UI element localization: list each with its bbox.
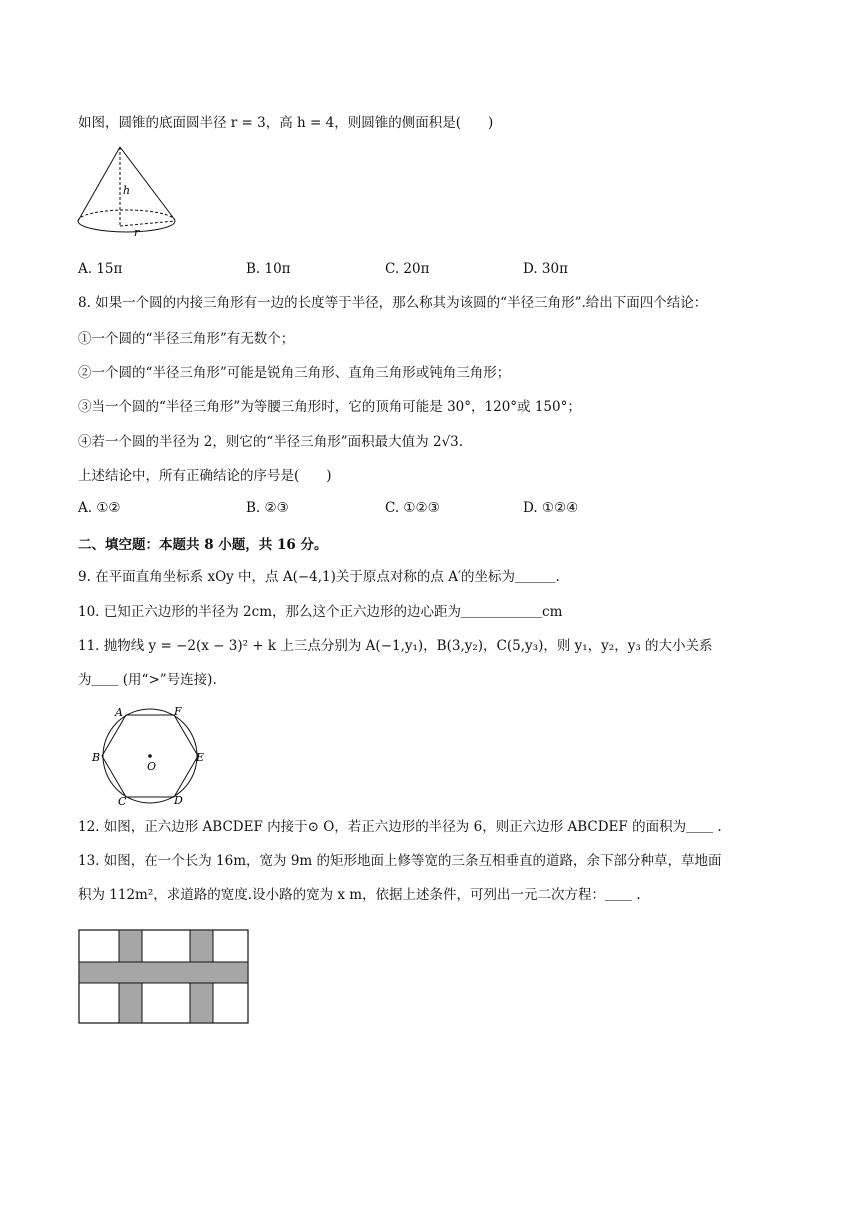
hexagon-label-c: C [118,795,127,808]
q9-text: 9. 在平面直角坐标系 xOy 中，点 A(−4,1)关于原点对称的点 A′的坐标为＿＿＿. [78,569,560,585]
q8-option-a[interactable]: A. ①② [78,500,121,516]
q10-text: 10. 已知正六边形的半径为 2cm，那么这个正六边形的边心距为＿＿＿＿＿＿cm [78,604,563,620]
hexagon-label-b: B [92,751,101,764]
horizontal-road [79,962,248,983]
hexagon-label-a: A [115,706,123,719]
q8-conclusion-4: ④若一个圆的半径为 2，则它的“半径三角形”面积最大值为 2√3. [78,434,464,450]
hexagon-label-d: D [174,794,183,807]
section-2-heading: 二、填空题：本题共 8 小题，共 16 分。 [78,537,328,553]
q12-text: 12. 如图，正六边形 ABCDEF 内接于⊙ O，若正六边形的半径为 6，则正六边形 ABCDEF 的面积为＿＿ . [78,819,722,835]
q8-option-c[interactable]: C. ①②③ [385,500,440,516]
q8-text: 8. 如果一个圆的内接三角形有一边的长度等于半径，那么称其为该圆的“半径三角形”.给出下面四个结论： [78,295,708,311]
q7-option-a[interactable]: A. 15π [78,261,123,277]
q11-line-1: 11. 抛物线 y = −2(x − 3)² + k 上三点分别为 A(−1,y₁)，B(3,y₂)，C(5,y₃)，则 y₁，y₂，y₃ 的大小关系 [78,638,713,654]
q13-line-1: 13. 如图，在一个长为 16m，宽为 9m 的矩形地面上修等宽的三条互相垂直的道路，余下部分种草，草地面 [78,853,722,869]
hexagon-figure [88,702,218,810]
q8-conclusion-1: ①一个圆的“半径三角形”有无数个； [78,331,295,347]
hexagon-label-f: F [174,705,182,718]
hexagon-label-e: E [196,751,205,764]
q8-ask: 上述结论中，所有正确结论的序号是( ) [78,468,332,484]
cone-label-h: h [123,184,131,197]
q11-line-2: 为＿＿ (用“>”号连接). [78,672,217,688]
q13-line-2: 积为 112m²，求道路的宽度.设小路的宽为 x m，依据上述条件，可列出一元二次方程：＿＿ . [78,887,641,903]
hexagon-label-o: O [147,760,157,773]
q7-option-c[interactable]: C. 20π [385,261,430,277]
cone-figure [76,144,180,244]
road-figure [78,929,250,1025]
q8-option-d[interactable]: D. ①②④ [523,500,579,516]
q8-conclusion-3: ③当一个圆的“半径三角形”为等腰三角形时，它的顶角可能是 30°，120°或 150°； [78,399,581,415]
cone-label-r: r [134,226,140,239]
q7-text: 如图，圆锥的底面圆半径 r = 3，高 h = 4，则圆锥的侧面积是( ) [78,115,494,131]
q8-conclusion-2: ②一个圆的“半径三角形”可能是锐角三角形、直角三角形或钝角三角形； [78,365,511,381]
q7-option-d[interactable]: D. 30π [523,261,568,277]
q8-option-b[interactable]: B. ②③ [246,500,289,516]
q7-option-b[interactable]: B. 10π [246,261,291,277]
